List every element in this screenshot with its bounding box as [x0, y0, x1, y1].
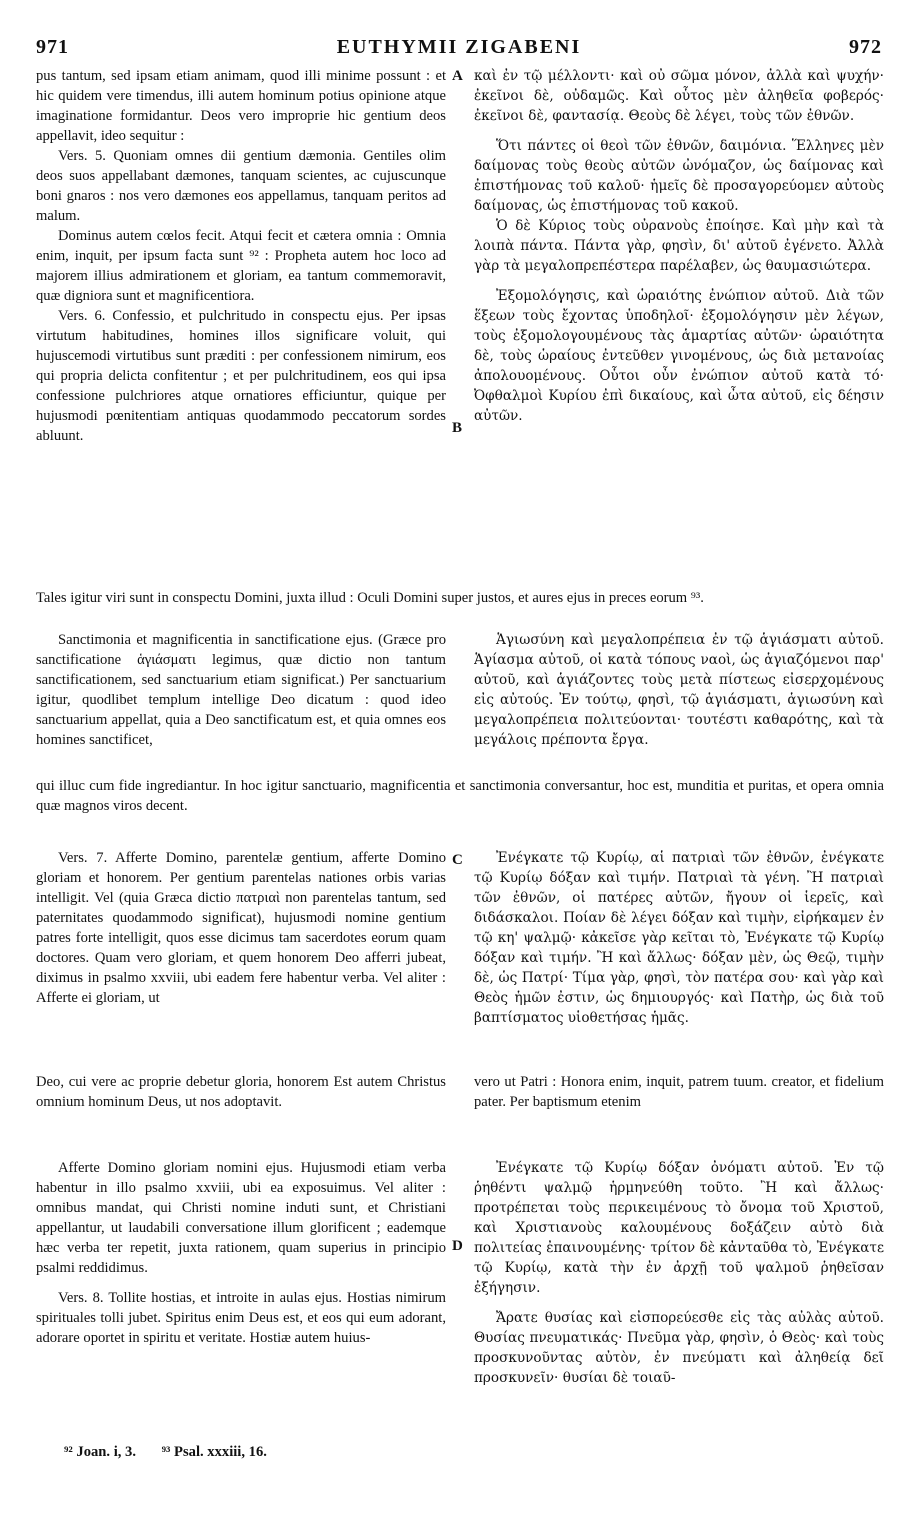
latin-paragraph: Vers. 8. Tollite hostias, et introite in aulas ejus. Hostias nimirum spirituales tolli jubet. Spiritus enim Deus est, et eos qui eum adorant, adorare oportet in spiritu et veritate. Hostiæ autem huius-	[36, 1290, 446, 1346]
running-title: EUTHYMII ZIGABENI	[336, 36, 582, 58]
latin-column-middle	[36, 630, 446, 770]
latin-paragraph: vero ut Patri : Honora enim, inquit, patrem tuum. creator, et fidelium pater. Per baptismum etenim	[474, 1074, 884, 1110]
greek-paragraph: καὶ ἐν τῷ μέλλοντι· καὶ οὐ σῶμα μόνον, ἀλλὰ καὶ ψυχήν· ἐκεῖνοι δὲ, οὐδαμῶς. Καὶ οὗτος μὲν ἀληθεῖα φοβερός· ἐκεῖνοι δὲ, φαντασίᾳ. Θεοὺς δὲ λέγει, τοὺς τῶν ἐθνῶν.	[474, 68, 884, 124]
greek-column-bottom	[474, 1158, 884, 1438]
latin-paragraph: Deo, cui vere ac proprie debetur gloria, honorem Est autem Christus omnium hominum Deus, ut nos adoptavit.	[36, 1074, 446, 1110]
latin-paragraph: Vers. 6. Confessio, et pulchritudo in conspectu ejus. Per ipsas virtutum habitudines, homines illos significare voluit, qui hujuscemodi virtutibus sunt præditi : per confessionem nimirum, eos qui propria delicta confitentur ; et per pulchritudinem, eos qui ipsa confessione pulchriores atque ornatiores efficiuntur, quique per hujusmodi pœnitentiam antiquas quodammodo peccatorum sordes abluunt.	[36, 308, 446, 444]
greek-paragraph: Ἁγιωσύνη καὶ μεγαλοπρέπεια ἐν τῷ ἁγιάσματι αὐτοῦ. Ἁγίασμα αὐτοῦ, οἱ κατὰ τόπους ναοὶ, ὡς ἁγιαζόμενοι παρ' αὐτοῦ, καὶ ἁγιάζοντες τοὺς μετὰ πίστεως εἰσερχομένους εἰς αὐτούς. Ἐν τούτῳ, φησὶ, τῷ ἁγιάσματι, ἁγιωσύνη καὶ μεγαλοπρέπεια πολιτεύονται· τουτέστι καθαρότης, καὶ τὰ μεγάλοις πρέποντα ἔργα.	[474, 632, 884, 748]
greek-paragraph: Ἄρατε θυσίας καὶ εἰσπορεύεσθε εἰς τὰς αὐλὰς αὐτοῦ. Θυσίας πνευματικάς· Πνεῦμα γὰρ, φησὶν, ὁ Θεὸς· καὶ τοὺς προσκυνοῦντας αὐτὸν, ἐν πνεύματι καὶ ἀληθείᾳ δεῖ προσκυνεῖν· θυσίαι δὲ τοιαῦ-	[474, 1310, 884, 1386]
latin-paragraph: Afferte Domino gloriam nomini ejus. Hujusmodi etiam verba habentur in illo psalmo xxviii, ubi ea exposuimus. Vel aliter : omnibus mandat, qui Christi nomine induti sunt, et Christiani appellantur, ut laudabili conversatione illum glorificent ; eademque hæc verba ter repetit, juxta rationem, quam superius in principio psalmi reddidimus.	[36, 1160, 446, 1276]
right-page-number: 972	[849, 36, 882, 58]
latin-paragraph: pus tantum, sed ipsam etiam animam, quod illi minime possunt : et hic quidem vere timendus, illi autem hominum potius opinione atque imaginatione formidantur. Deos vero improprie hic gentium deos appellavit, ideo sequitur :	[36, 68, 446, 144]
latin-paragraph: Dominus autem cœlos fecit. Atqui fecit et cætera omnia : Omnia enim, inquit, per ipsum facta sunt ⁹² : Propheta autem hoc loco ad majorem illius admirationem et gloriam, ea tantum commemoravit, quæ digniora sunt et magnificentiora.	[36, 228, 446, 304]
latin-paragraph: Vers. 5. Quoniam omnes dii gentium dæmonia. Gentiles olim deos suos appellabant dæmones, tanquam scientes, ac cujuscunque boni gnaros : nos vero dæmones eos appellamus, tanquam peritos ad malum.	[36, 148, 446, 224]
section-marker-d: D	[452, 1238, 463, 1254]
latin-column-bottom	[36, 1158, 446, 1438]
section-marker-b: B	[452, 420, 463, 436]
latin-column-continuation	[36, 1072, 446, 1152]
greek-column-lower	[474, 848, 884, 1068]
page-header	[30, 36, 888, 66]
spanning-text: Tales igitur viri sunt in conspectu Domini, juxta illud : Oculi Domini super justos, et aures ejus in preces eorum ⁹³.	[36, 590, 704, 606]
footnote: ⁹² Joan. i, 3.	[64, 1444, 136, 1460]
latin-column-lower	[36, 848, 446, 1068]
greek-column-middle	[474, 630, 884, 770]
left-page-number: 971	[36, 36, 69, 58]
greek-paragraph: Ὁ δὲ Κύριος τοὺς οὐρανοὺς ἐποίησε. Καὶ μὴν καὶ τὰ λοιπὰ πάντα. Πάντα γὰρ, φησὶν, δι' αὐτοῦ ἐγένετο. Ἀλλὰ γὰρ τὰ μεγαλοπρεπέστερα παρέλαβεν, ὡς θαυμασιώτερα.	[474, 218, 884, 274]
greek-column-top	[474, 66, 884, 586]
footnotes	[64, 1444, 289, 1461]
section-marker-c: C	[452, 852, 463, 868]
greek-paragraph: Ἐξομολόγησις, καὶ ὡραιότης ἐνώπιον αὐτοῦ. Διὰ τῶν ἕξεων τοὺς ἔχοντας ὑποδηλοῖ· ἐξομολόγησιν μὲν λέγων, τοὺς ἐξομολογουμένους τὰς ἁμαρτίας αὐτῶν· ὡραιότητα δὲ, τοὺς ὡραίους ἐντεῦθεν γινομένους, ὡς διὰ μετανοίας ἀπολουομένους. Οὗτοι οὖν ἐνώπιον αὐτοῦ κατὰ τό· Ὀφθαλμοὶ Κυρίου ἐπὶ δικαίους, καὶ ὦτα αὐτοῦ, εἰς δέησιν αὐτῶν.	[474, 288, 884, 424]
latin-paragraph: Vers. 7. Afferte Domino, parentelæ gentium, afferte Domino gloriam et honorem. Per gentium parentelas nationes orbis varias intelligit. Vel (quia Græca dictio πατριαὶ non parentelas tantum, sed paternitates quodammodo significat), hujusmodi nomine gentium patres forte intelligit, quos esse dicimus tam sacerdotes eorum quam doctores. Quam vero gloriam, et quem honorem Deo afferri jubeat, diximus in psalmo xxviii, ubi eadem fere habentur verba. Vel aliter : Afferte ei gloriam, ut	[36, 850, 446, 1006]
spanning-text: qui illuc cum fide ingrediantur. In hoc igitur sanctuario, magnificentia et sanctimonia conversantur, hoc est, munditia et puritas, et opera omnia quæ magnos viros decent.	[36, 778, 884, 814]
greek-paragraph: Ὅτι πάντες οἱ θεοὶ τῶν ἐθνῶν, δαιμόνια. Ἕλληνες μὲν δαίμονας τοὺς θεοὺς αὐτῶν ὠνόμαζον, ὡς δαίμονας καὶ ἐπιστήμονας τοῦ καλοῦ· ἡμεῖς δὲ προσαγορεύομεν αὐτοὺς δαίμονας, ὡς ἐπιστήμονας τοῦ κακοῦ.	[474, 138, 884, 214]
latin-column-top	[36, 66, 446, 586]
latin-paragraph: Sanctimonia et magnificentia in sanctificatione ejus. (Græce pro sanctificatione ἁγιάσματι legimus, quæ dictio non tantum sanctificationem, sed sanctuarium etiam significat.) Per sanctuarium igitur, quodlibet templum intellige Deo dicatum : quod ideo sanctuarium appellat, quia a Deo sanctificatum est, et quia omnes eos homines sanctificet,	[36, 632, 446, 748]
greek-paragraph: Ἐνέγκατε τῷ Κυρίῳ, αἱ πατριαὶ τῶν ἐθνῶν, ἐνέγκατε τῷ Κυρίῳ δόξαν καὶ τιμήν. Πατριαὶ τὰ γένη. Ἢ πατριαὶ τῶν ἐθνῶν, οἱ πατέρες αὐτῶν, ἤγουν οἱ ἱερεῖς, καὶ διδάσκαλοι. Ποίαν δὲ λέγει δόξαν καὶ τιμὴν, εἰρήκαμεν ἐν τῷ κη' ψαλμῷ· κἀκεῖσε γὰρ κεῖται τὸ, Ἐνέγκατε τῷ Κυρίῳ δόξαν καὶ τιμήν. Ἢ καὶ ἄλλως· δόξαν μὲν, ὡς Θεῷ, τιμὴν δὲ, ὡς Πατρί· Τίμα γὰρ, φησὶ, τὸν πατέρα σου· καὶ γὰρ καὶ Θεὸς ἡμῶν ἐστιν, ὡς δημιουργός· καὶ Πατὴρ, ὡς διὰ τοῦ βαπτίσματος υἱοθετήσας ἡμᾶς.	[474, 850, 884, 1026]
footnote: ⁹³ Psal. xxxiii, 16.	[161, 1444, 267, 1460]
greek-paragraph: Ἐνέγκατε τῷ Κυρίῳ δόξαν ὀνόματι αὐτοῦ. Ἐν τῷ ῥηθέντι ψαλμῷ ἡρμηνεύθη τοῦτο. Ἢ καὶ ἄλλως· προτρέπεται τοὺς περικειμένους τὸ ὄνομα τοῦ Χριστοῦ, καὶ Χριστιανοὺς καλουμένους δοξάζειν αὐτὸ διὰ πολιτείας ἐπαινουμένης· τρίτον δὲ κἀνταῦθα τὸ, Ἐνέγκατε τῷ Κυρίῳ, κατὰ τὴν ἐν ἀρχῇ τοῦ ψαλμοῦ ῥηθεῖσαν ἐξήγησιν.	[474, 1160, 884, 1296]
latin-continuation-right	[474, 1072, 884, 1132]
section-marker-a: A	[452, 68, 463, 84]
